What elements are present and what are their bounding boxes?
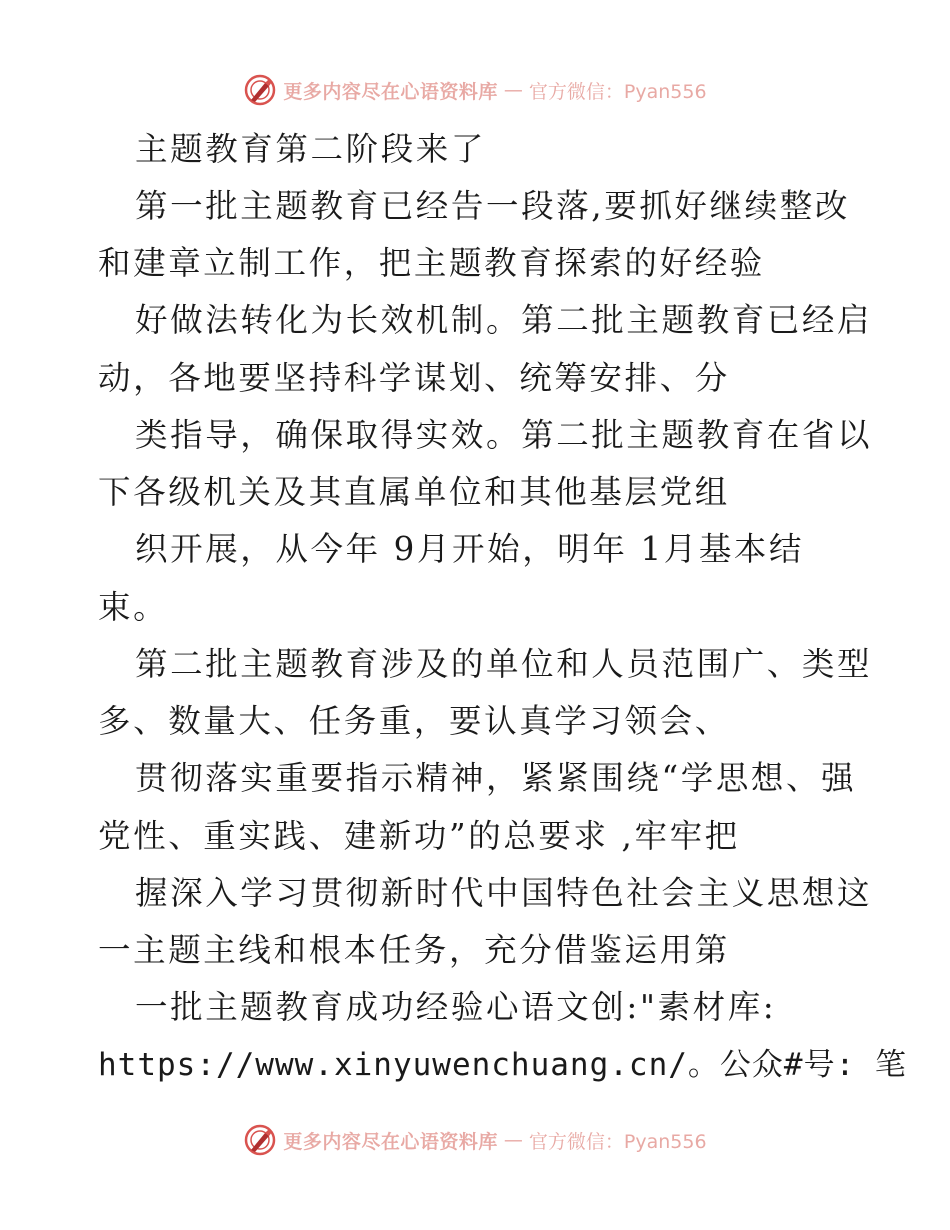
banner-contact: 官方微信：Pyan556 xyxy=(528,1130,707,1153)
doc-line: 和建章立制工作，把主题教育探索的好经验 xyxy=(98,244,765,282)
banner-separator: — xyxy=(503,1129,523,1151)
doc-line: 一主题主线和根本任务，充分借鉴运用第 xyxy=(98,931,730,969)
doc-line: 多、数量大、任务重，要认真学习领会、 xyxy=(98,702,730,740)
doc-line: 第一批主题教育已经告一段落,要抓好继续整改 xyxy=(135,187,850,225)
doc-title: 主题教育第二阶段来了 xyxy=(135,130,487,168)
banner-contact: 官方微信：Pyan556 xyxy=(528,80,707,103)
doc-line: 党性、重实践、建新功”的总要求 ,牢牢把 xyxy=(98,817,740,855)
footer-watermark-banner xyxy=(0,1120,950,1160)
doc-line: 贯彻落实重要指示精神，紧紧围绕“学思想、强 xyxy=(135,759,857,797)
doc-line: 一批主题教育成功经验心语文创:"素材库: xyxy=(135,988,777,1026)
banner-site-name: 更多内容尽在心语资料库 xyxy=(283,1130,498,1153)
doc-line: 类指导，确保取得实效。第二批主题教育在省以 xyxy=(135,416,873,454)
doc-line: 第二批主题教育涉及的单位和人员范围广、类型 xyxy=(135,645,873,683)
doc-line-url: https://www.xinyuwenchuang.cn/。公众#号: 笔 xyxy=(98,1047,907,1083)
header-watermark-banner xyxy=(0,70,950,110)
doc-line: 织开展，从今年 9月开始，明年 1月基本结 xyxy=(135,530,805,568)
pen-logo-icon xyxy=(243,73,277,107)
banner-separator: — xyxy=(503,79,523,101)
doc-line: 束。 xyxy=(98,588,169,626)
doc-line: 握深入学习贯彻新时代中国特色社会主义思想这 xyxy=(135,874,873,912)
pen-logo-icon xyxy=(243,1123,277,1157)
doc-line: 好做法转化为长效机制。第二批主题教育已经启 xyxy=(135,301,873,339)
doc-line: 下各级机关及其直属单位和其他基层党组 xyxy=(98,473,730,511)
banner-site-name: 更多内容尽在心语资料库 xyxy=(283,80,498,103)
doc-line: 动，各地要坚持科学谋划、统筹安排、分 xyxy=(98,359,730,397)
